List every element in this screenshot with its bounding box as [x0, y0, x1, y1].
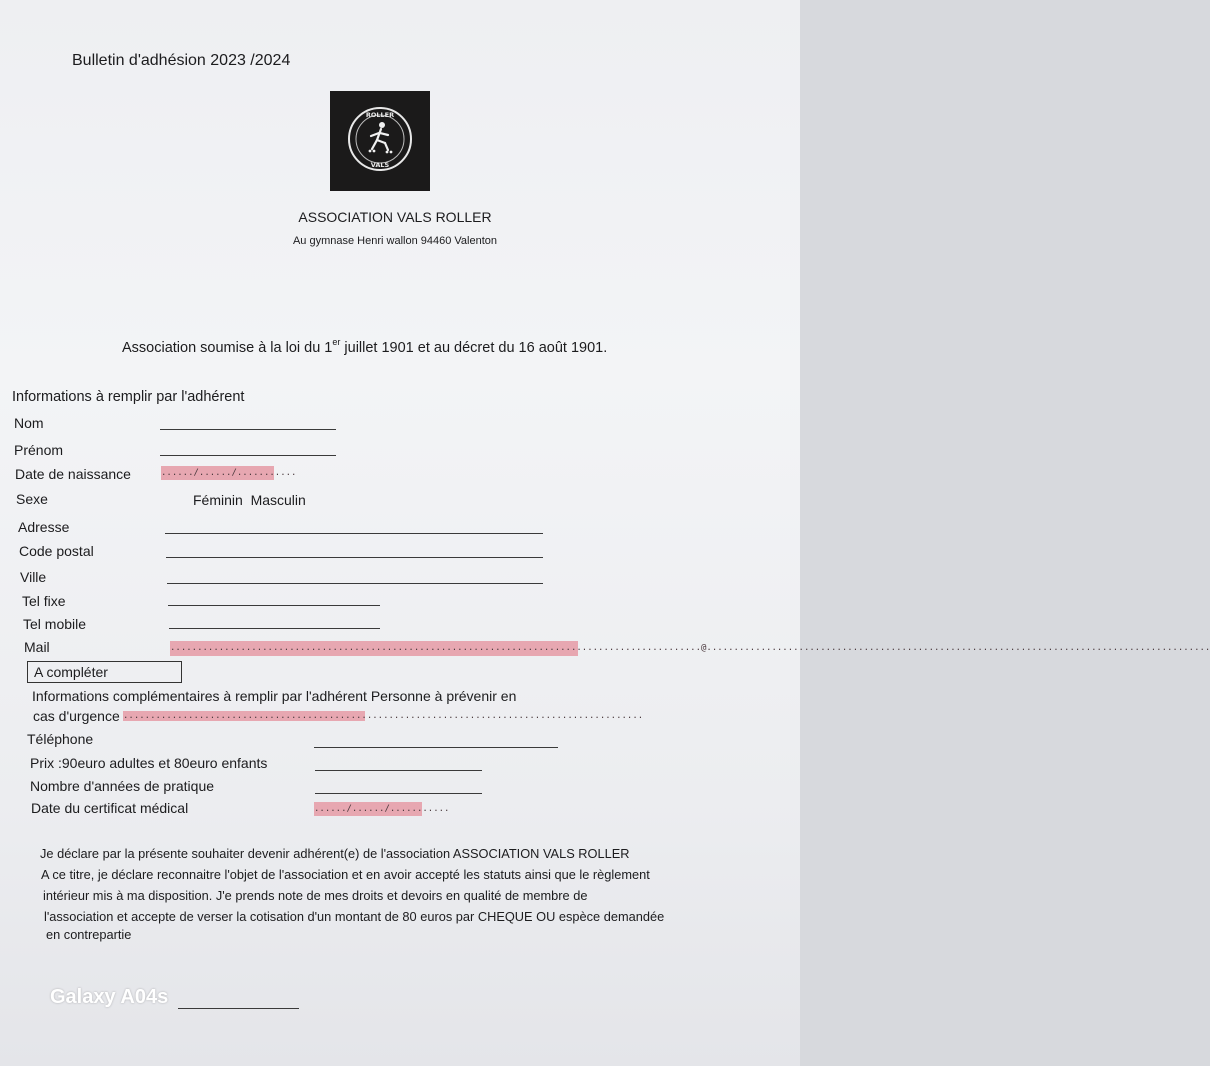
date-naissance-label: Date de naissance [15, 466, 131, 482]
mail-label: Mail [24, 639, 50, 655]
prenom-label: Prénom [14, 442, 64, 458]
urgence-label: cas d'urgence [33, 708, 120, 724]
telephone-field[interactable] [314, 747, 558, 748]
ville-label: Ville [20, 569, 47, 585]
declaration-line-2: A ce titre, je déclare reconnaitre l'objet de l'association et en avoir accepté les statuts ainsi que le règlement [41, 867, 650, 882]
a-completer-box: A compléter [27, 661, 182, 683]
annees-pratique-field[interactable] [315, 793, 482, 794]
annees-pratique-label: Nombre d'années de pratique [30, 778, 215, 794]
nom-field[interactable] [160, 429, 336, 430]
law-superscript: er [332, 337, 341, 347]
law-text-end: juillet 1901 et au décret du 16 août 1901. [340, 340, 608, 356]
declaration-line-4: l'association et accepte de verser la cotisation d'un montant de 80 euros par CHEQUE OU espèce demandée [44, 909, 665, 924]
law-statement [122, 337, 607, 356]
date-naissance-field[interactable]: ....../....../........... [161, 468, 297, 478]
sexe-label: Sexe [16, 491, 48, 507]
certificat-field[interactable]: ....../....../........... [314, 804, 450, 814]
document-title: Bulletin d'adhésion 2023 /2024 [72, 52, 291, 69]
logo-top-text: ROLLER [365, 111, 395, 119]
signature-line[interactable] [178, 1008, 299, 1009]
mail-field[interactable]: ..................................................................................................@............................................................................................. [170, 641, 578, 656]
declaration-line-1: Je déclare par la présente souhaiter devenir adhérent(e) de l'association ASSOCIATION VALS ROLLER [40, 846, 630, 861]
section-title: Informations à remplir par l'adhérent [12, 389, 245, 405]
code-postal-field[interactable] [166, 557, 543, 558]
telephone-label: Téléphone [27, 731, 94, 747]
adresse-field[interactable] [165, 533, 543, 534]
complementary-info-text: Informations complémentaires à remplir par l'adhérent Personne à prévenir en [32, 688, 517, 704]
prix-field[interactable] [315, 770, 482, 771]
nom-label: Nom [14, 415, 44, 431]
ville-field[interactable] [167, 583, 543, 584]
urgence-field[interactable]: ................................................................................................ [123, 711, 644, 721]
law-text-start: Association soumise à la loi du 1 [122, 340, 333, 356]
tel-fixe-label: Tel fixe [22, 593, 66, 609]
declaration-line-3: intérieur mis à ma disposition. J'e prends note de mes droits et devoirs en qualité de membre de [43, 888, 588, 903]
logo-bottom-text: VALS [370, 161, 390, 169]
sexe-options[interactable]: Féminin Masculin [193, 492, 306, 508]
association-address: Au gymnase Henri wallon 94460 Valenton [292, 235, 498, 247]
prenom-field[interactable] [160, 455, 336, 456]
tel-mobile-label: Tel mobile [23, 616, 87, 632]
association-name: ASSOCIATION VALS ROLLER [298, 209, 492, 225]
declaration-line-5: en contrepartie [46, 927, 132, 942]
roller-logo [330, 91, 430, 191]
tel-mobile-field[interactable] [169, 628, 380, 629]
adresse-label: Adresse [18, 519, 70, 535]
tel-fixe-field[interactable] [168, 605, 380, 606]
camera-watermark: Galaxy A04s [50, 986, 169, 1008]
prix-label: Prix :90euro adultes et 80euro enfants [30, 755, 268, 771]
certificat-label: Date du certificat médical [31, 800, 189, 816]
code-postal-label: Code postal [19, 543, 94, 559]
